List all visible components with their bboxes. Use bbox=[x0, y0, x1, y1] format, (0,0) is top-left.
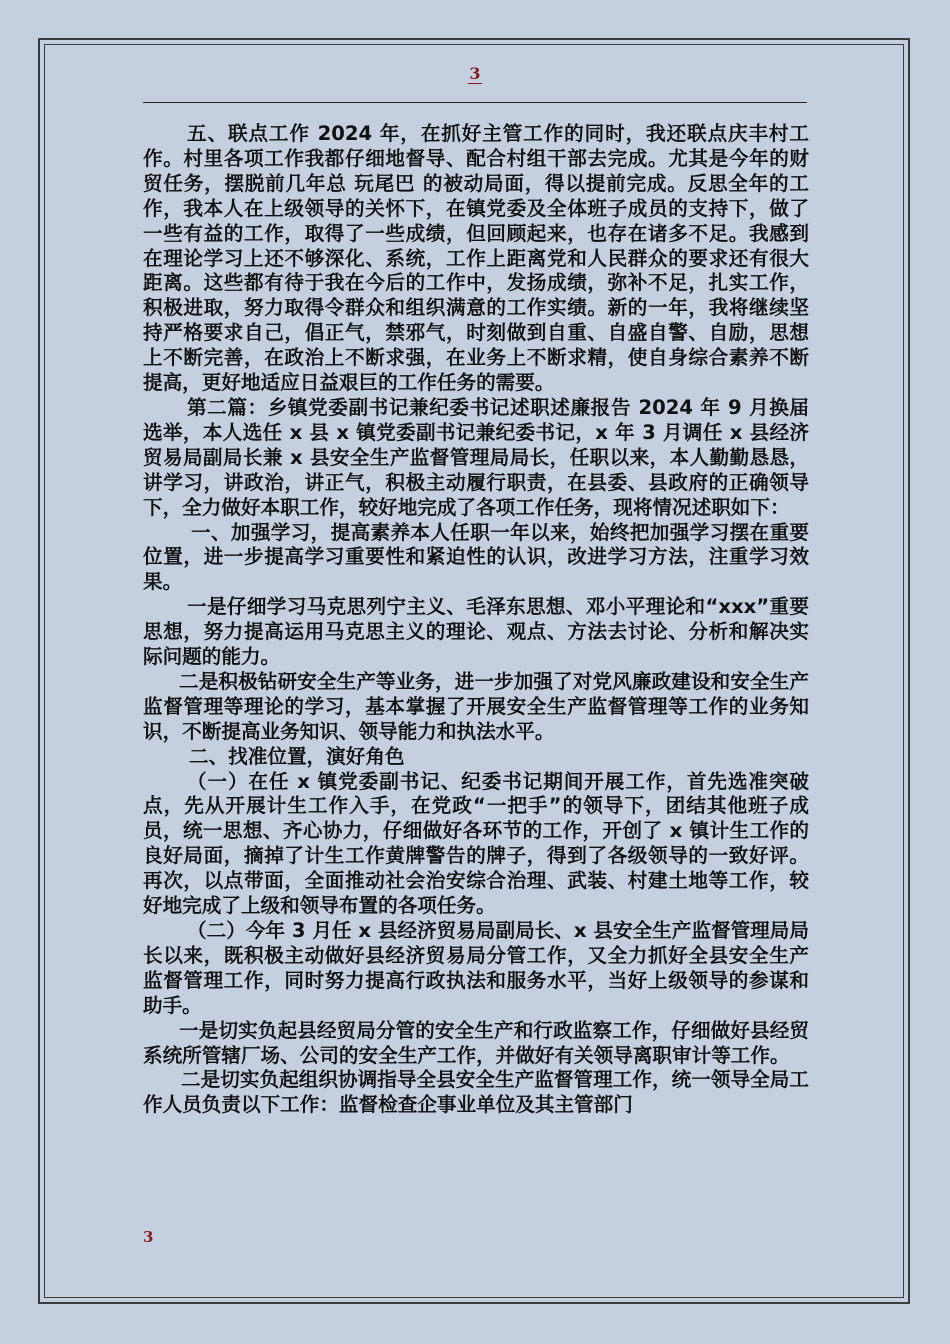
paragraph-2: 第二篇：乡镇党委副书记兼纪委书记述职述廉报告 2024 年 9 月换届选举，本人选任 x 县 x 镇党委副书记兼纪委书记，x 年 3 月调任 x 县经济贸易局副局长兼 x 县安全生产监督管理局局长，任职以来，本人勤勤恳恳，讲学习，讲政治，讲正气，积极主动履行职责，在县委、县政府的正确领导下，全力做好本职工作，较好地完成了各项工作任务，现将情况述职如下： bbox=[143, 395, 809, 519]
paragraph-9: 一是切实负起县经贸局分管的安全生产和行政监察工作，仔细做好县经贸系统所管辖厂场、公司的安全生产工作，并做好有关领导离职审计等工作。 bbox=[143, 1018, 809, 1067]
header-page-number-text: 3 bbox=[469, 64, 481, 83]
paragraph-6: 二、找准位置，演好角色 bbox=[189, 744, 405, 768]
paragraph-3: 一、加强学习，提高素养本人任职一年以来，始终把加强学习摆在重要位置，进一步提高学习重要性和紧迫性的认识，改进学习方法，注重学习效果。 bbox=[143, 520, 809, 594]
header-rule bbox=[143, 102, 807, 103]
paragraph-10: 二是切实负起组织协调指导全县安全生产监督管理工作，统一领导全局工作人员负责以下工作：监督检查企事业单位及其主管部门 bbox=[143, 1068, 809, 1117]
paragraph-4: 一是仔细学习马克思列宁主义、毛泽东思想、邓小平理论和“xxx”重要思想，努力提高运用马克思主义的理论、观点、方法去讨论、分析和解决实际问题的能力。 bbox=[143, 595, 809, 669]
paragraph-8: （二）今年 3 月任 x 县经济贸易局副局长、x 县安全生产监督管理局局长以来，既积极主动做好县经济贸易局分管工作，又全力抓好全县安全生产监督管理工作，同时努力提高行政执法和服务水平，当好上级领导的参谋和助手。 bbox=[143, 919, 809, 1017]
header-page-number bbox=[0, 64, 950, 83]
footer-page-number: 3 bbox=[143, 1228, 154, 1246]
paragraph-7: （一）在任 x 镇党委副书记、纪委书记期间开展工作，首先选准突破点，先从开展计生工作入手，在党政“一把手”的领导下，团结其他班子成员，统一思想、齐心协力，仔细做好各环节的工作，开创了 x 镇计生工作的良好局面，摘掉了计生工作黄牌警告的牌子，得到了各级领导的一致好评。再次，以点带面，全面推动社会治安综合治理、武装、村建土地等工作，较好地完成了上级和领导布置的各项任务。 bbox=[143, 769, 809, 918]
paragraph-1: 五、联点工作 2024 年，在抓好主管工作的同时，我还联点庆丰村工作。村里各项工作我都仔细地督导、配合村组干部去完成。尤其是今年的财贸任务，摆脱前几年总 玩尾巴 的被动局面，得以提前完成。反思全年的工作，我本人在上级领导的关怀下，在镇党委及全体班子成员的支持下，做了一些有益的工作，取得了一些成绩，但回顾起来，也存在诸多不足。我感到在理论学习上还不够深化、系统，工作上距离党和人民群众的要求还有很大距离。这些都有待于我在今后的工作中，发扬成绩，弥补不足，扎实工作，积极进取，努力取得令群众和组织满意的工作实绩。新的一年，我将继续坚持严格要求自己，倡正气，禁邪气，时刻做到自重、自盛自警、自励，思想上不断完善，在政治上不断求强，在业务上不断求精，使自身综合素养不断提高，更好地适应日益艰巨的工作任务的需要。 bbox=[143, 122, 809, 395]
document-body bbox=[143, 122, 809, 1118]
paragraph-5: 二是积极钻研安全生产等业务，进一步加强了对党风廉政建设和安全生产监督管理等理论的学习，基本掌握了开展安全生产监督管理等工作的业务知识，不断提高业务知识、领导能力和执法水平。 bbox=[143, 669, 809, 743]
